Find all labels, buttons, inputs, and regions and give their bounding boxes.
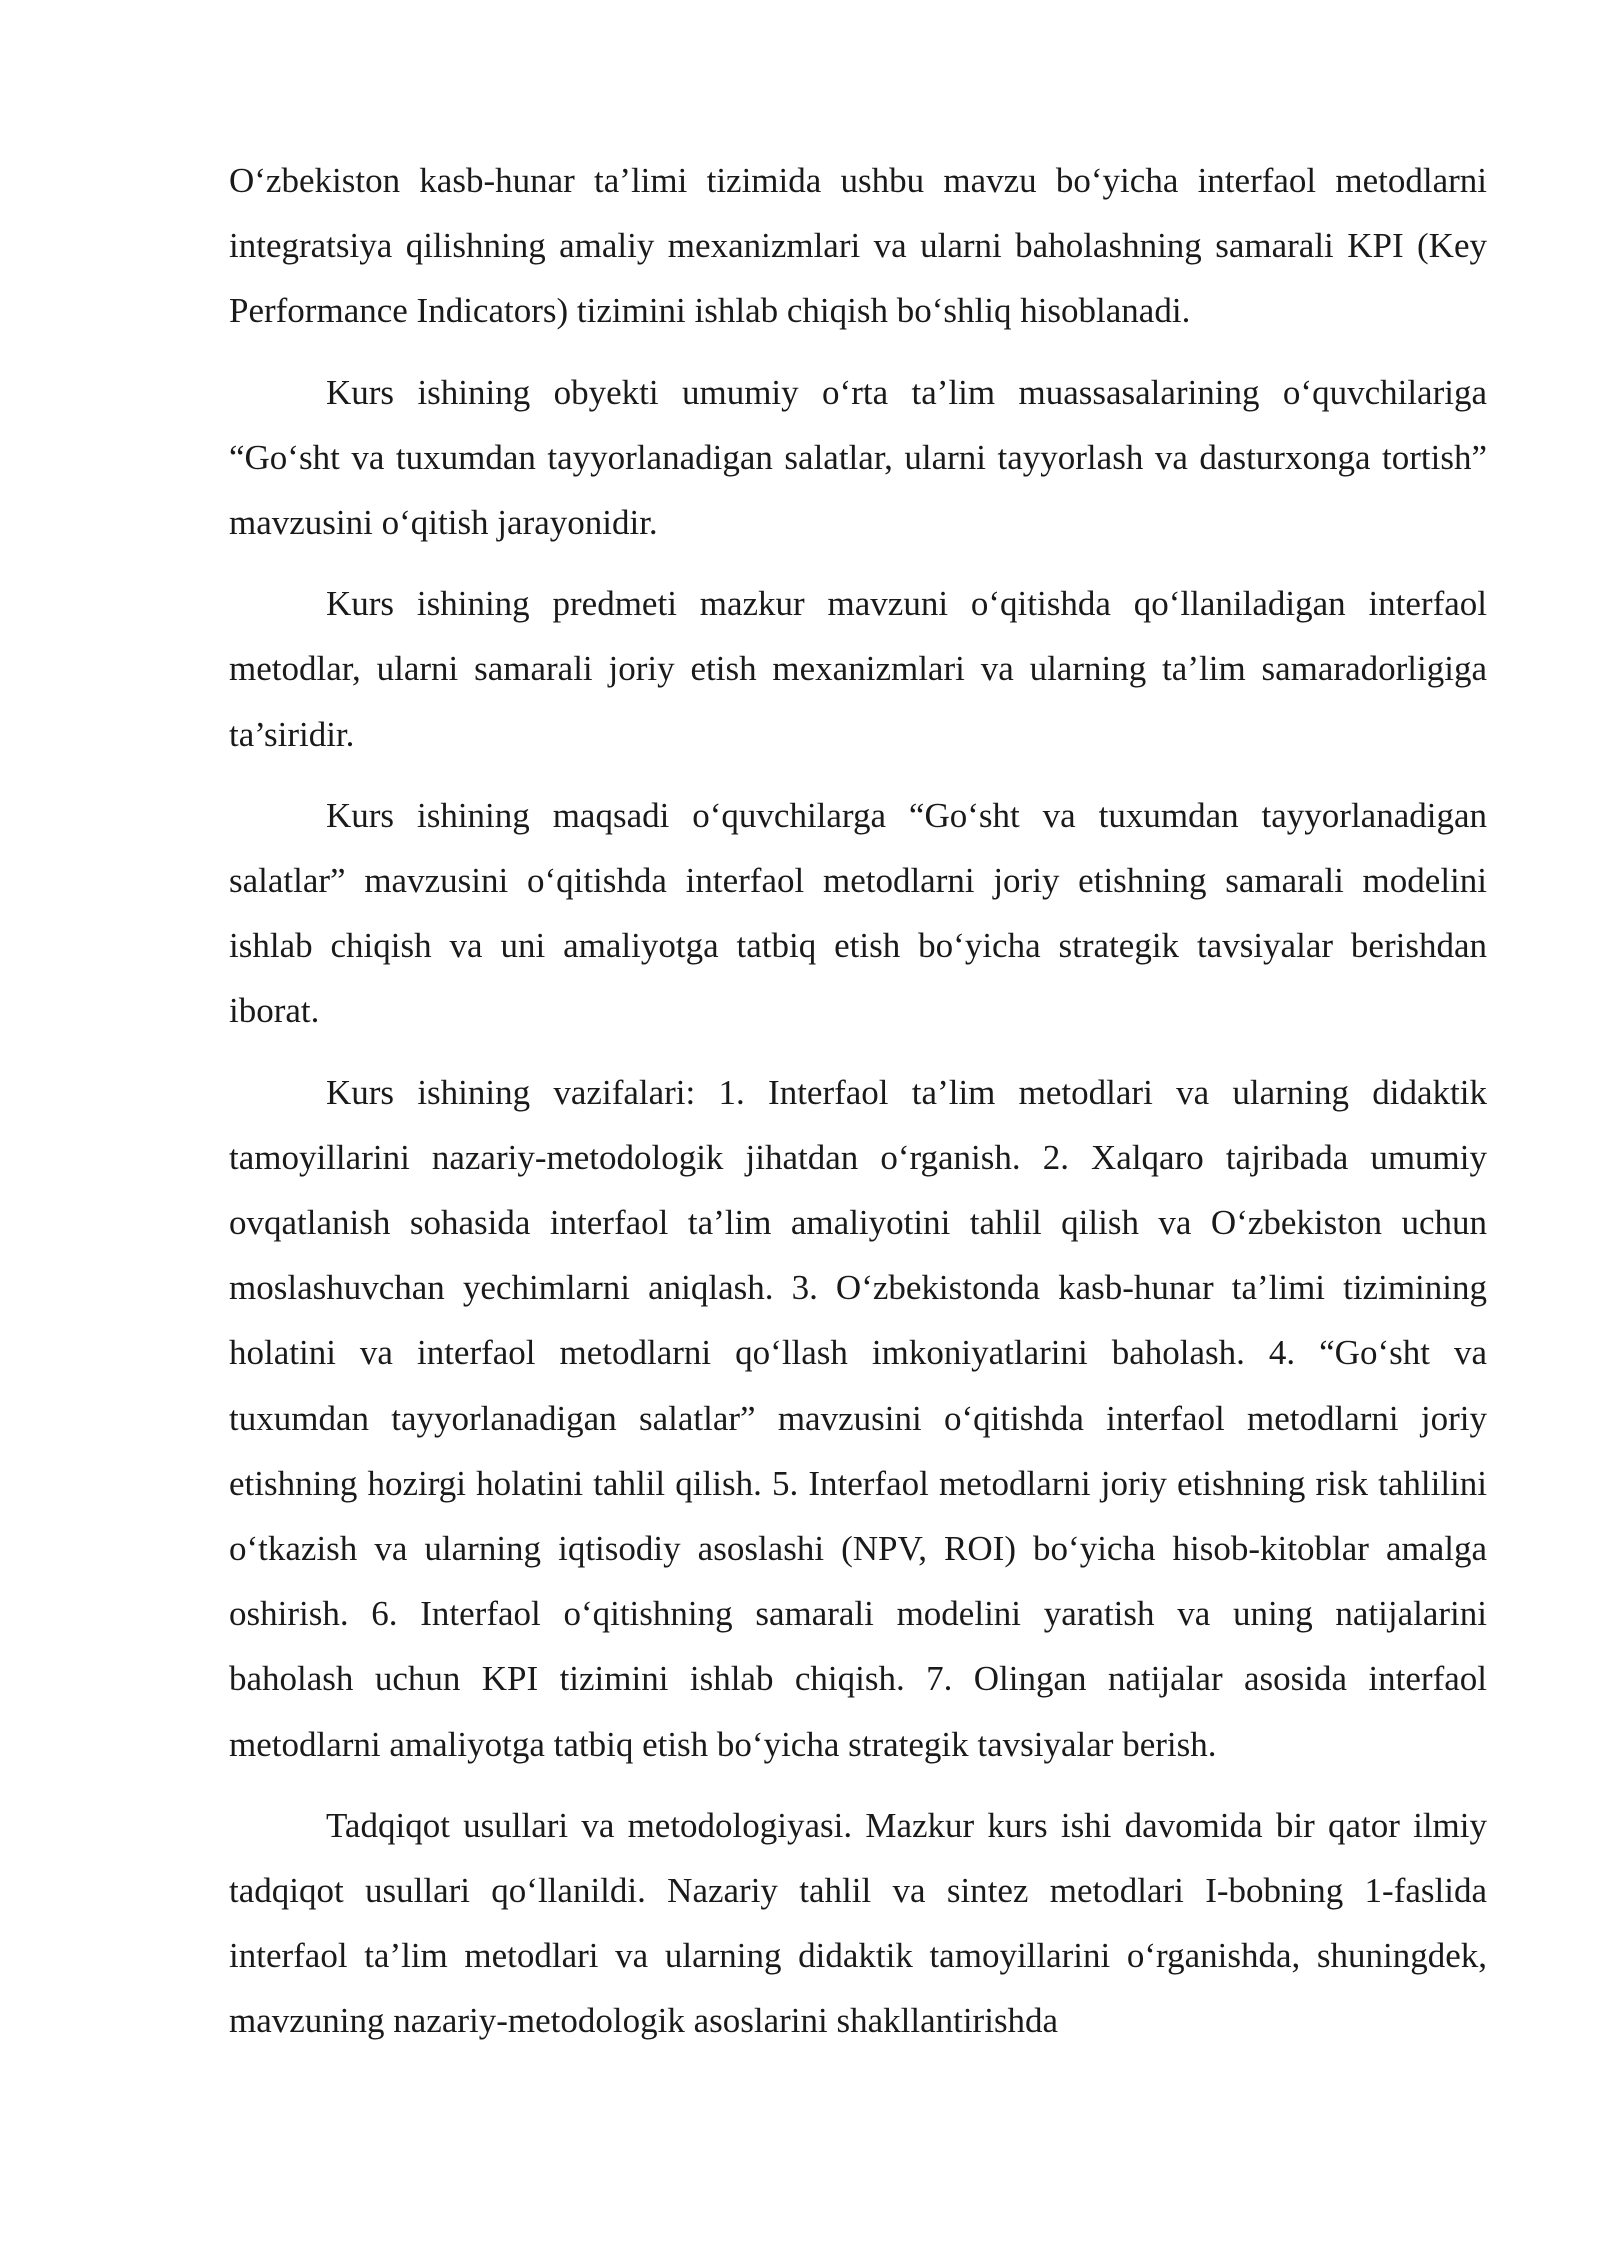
paragraph-methods: Tadqiqot usullari va metodologiyasi. Mazkur kurs ishi davomida bir qator ilmiy tadqiqot usullari qo‘llanildi. Nazariy tahlil va sintez metodlari I-bobning 1-faslida interfaol ta’lim metodlari va ularning didaktik tamoyillarini o‘rganishda, shuningdek, mavzuning nazariy-metodologik asoslarini shakllantirishda bbox=[229, 1805, 1487, 2041]
paragraph-goal: Kurs ishining maqsadi o‘quvchilarga “Go‘sht va tuxumdan tayyorlanadigan salatlar” mavzusini o‘qitishda interfaol metodlarni joriy etishning samarali modelini ishlab chiqish va uni amaliyotga tatbiq etish bo‘yicha strategik tavsiyalar berishdan iborat. bbox=[229, 795, 1487, 1031]
document-body bbox=[229, 148, 1487, 2054]
paragraph-subject: Kurs ishining predmeti mazkur mavzuni o‘qitishda qo‘llaniladigan interfaol metodlar, ularni samarali joriy etish mexanizmlari va ularning ta’lim samaradorligiga ta’siridir. bbox=[229, 584, 1487, 754]
paragraph-object: Kurs ishining obyekti umumiy o‘rta ta’lim muassasalarining o‘quvchilariga “Go‘sht va tuxumdan tayyorlanadigan salatlar, ularni tayyorlash va dasturxonga tortish” mavzusini o‘qitish jarayonidir. bbox=[229, 372, 1487, 543]
paragraph-tasks: Kurs ishining vazifalari: 1. Interfaol ta’lim metodlari va ularning didaktik tamoyillarini nazariy-metodologik jihatdan o‘rganish. 2. Xalqaro tajribada umumiy ovqatlanish sohasida interfaol ta’lim amaliyotini tahlil qilish va O‘zbekiston uchun moslashuvchan yechimlarni aniqlash. 3. O‘zbekistonda kasb-hunar ta’limi tizimining holatini va interfaol metodlarni qo‘llash imkoniyatlarini baholash. 4. “Go‘sht va tuxumdan tayyorlanadigan salatlar” mavzusini o‘qitishda interfaol metodlarni joriy etishning hozirgi holatini tahlil qilish. 5. Interfaol metodlarni joriy etishning risk tahlilini o‘tkazish va ularning iqtisodiy asoslashi (NPV, ROI) bo‘yicha hisob-kitoblar amalga oshirish. 6. Interfaol o‘qitishning samarali modelini yaratish va uning natijalarini baholash uchun KPI tizimini ishlab chiqish. 7. Olingan natijalar asosida interfaol metodlarni amaliyotga tatbiq etish bo‘yicha strategik tavsiyalar berish. bbox=[229, 1072, 1487, 1764]
paragraph-continuation: O‘zbekiston kasb-hunar ta’limi tizimida ushbu mavzu bo‘yicha interfaol metodlarni integratsiya qilishning amaliy mexanizmlari va ularni baholashning samarali KPI (Key Performance Indicators) tizimini ishlab chiqish bo‘shliq hisoblanadi. bbox=[229, 161, 1487, 331]
